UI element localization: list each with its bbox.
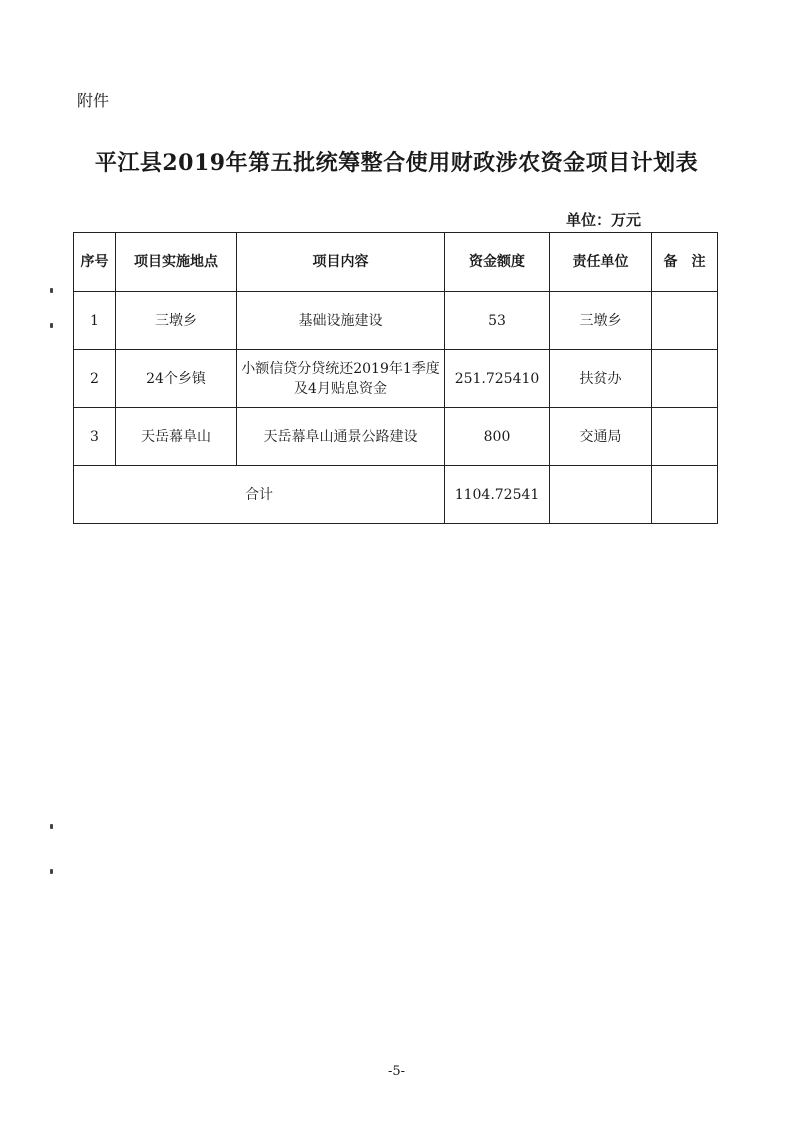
page-title: 平江县2019年第五批统筹整合使用财政涉农资金项目计划表 bbox=[94, 150, 699, 176]
total-row bbox=[74, 466, 718, 524]
row-responsible: 交通局 bbox=[550, 408, 652, 466]
row-index: 2 bbox=[74, 350, 116, 408]
total-responsible bbox=[550, 466, 652, 524]
header-amount: 资金额度 bbox=[445, 233, 550, 292]
row-remarks bbox=[652, 408, 718, 466]
header-location: 项目实施地点 bbox=[116, 233, 237, 292]
total-remarks bbox=[652, 466, 718, 524]
row-amount: 251.725410 bbox=[445, 350, 550, 408]
table-row bbox=[74, 408, 718, 466]
row-content: 基础设施建设 bbox=[237, 292, 445, 350]
table-row bbox=[74, 292, 718, 350]
row-location: 天岳幕阜山 bbox=[116, 408, 237, 466]
row-index: 1 bbox=[74, 292, 116, 350]
row-location: 三墩乡 bbox=[116, 292, 237, 350]
unit-label: 单位：万元 bbox=[566, 211, 642, 229]
header-content: 项目内容 bbox=[237, 233, 445, 292]
attachment-label: 附件 bbox=[77, 91, 110, 110]
total-amount: 1104.72541 bbox=[445, 466, 550, 524]
row-responsible: 三墩乡 bbox=[550, 292, 652, 350]
row-amount: 800 bbox=[445, 408, 550, 466]
scan-speck bbox=[50, 288, 53, 293]
table-header-row bbox=[74, 233, 718, 292]
scan-speck bbox=[50, 824, 53, 829]
scan-speck bbox=[50, 323, 53, 328]
funding-plan-table bbox=[73, 232, 718, 524]
row-location: 24个乡镇 bbox=[116, 350, 237, 408]
page-number: -5- bbox=[387, 1064, 406, 1079]
scan-speck bbox=[50, 869, 53, 874]
row-remarks bbox=[652, 350, 718, 408]
header-remarks: 备 注 bbox=[652, 233, 718, 292]
row-remarks bbox=[652, 292, 718, 350]
row-content: 天岳幕阜山通景公路建设 bbox=[237, 408, 445, 466]
row-index: 3 bbox=[74, 408, 116, 466]
row-content: 小额信贷分贷统还2019年1季度及4月贴息资金 bbox=[237, 350, 445, 408]
header-responsible: 责任单位 bbox=[550, 233, 652, 292]
row-responsible: 扶贫办 bbox=[550, 350, 652, 408]
table-row bbox=[74, 350, 718, 408]
row-amount: 53 bbox=[445, 292, 550, 350]
header-index: 序号 bbox=[74, 233, 116, 292]
total-label: 合计 bbox=[74, 466, 445, 524]
